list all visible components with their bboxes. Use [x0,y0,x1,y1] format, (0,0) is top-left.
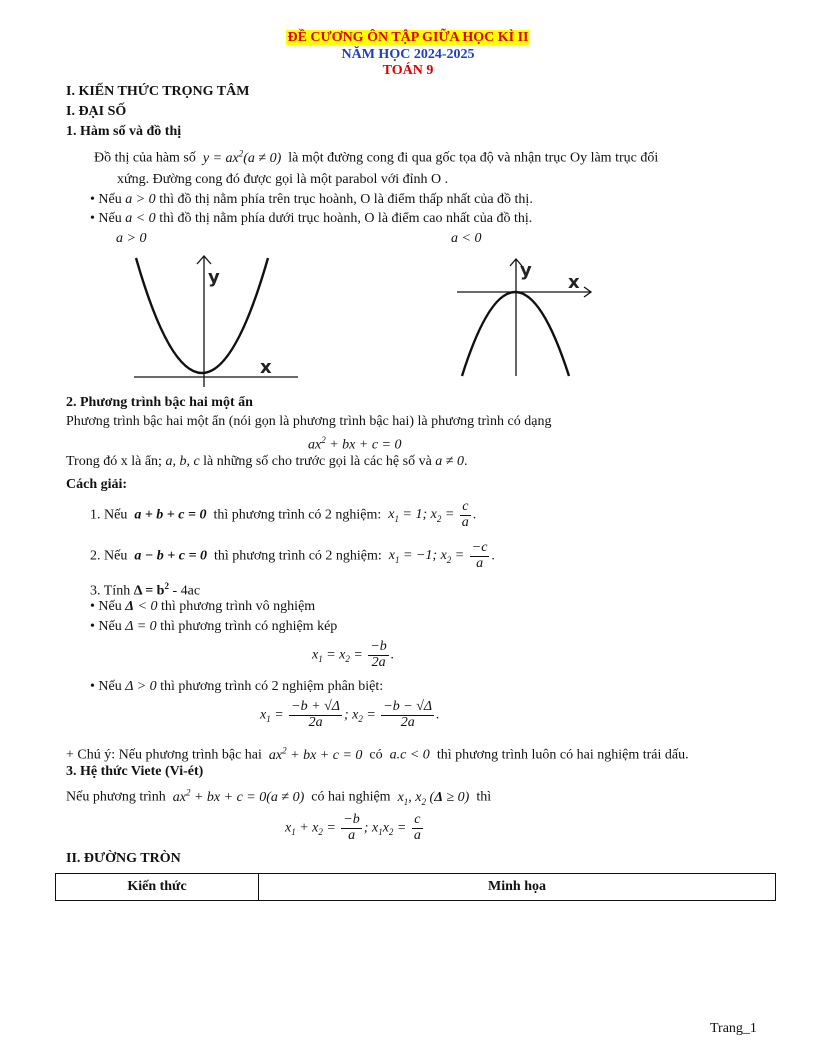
subsection-heading: 3. Hệ thức Viete (Vi-ét) [66,764,204,779]
y-axis-label: y [208,267,220,288]
table-header-knowledge: Kiến thức [56,874,259,900]
method-step-1: 1. Nếu a + b + c = 0 thì phương trình có 2 nghiệm: $x_1 = 1$; $x_2$ = $\frac{c}{a}$ . [90,499,477,530]
bullet-item: • Nếu Δ < 0 thì phương trình vô nghiệm [90,599,316,614]
bullet-item: • Nếu Δ > 0 thì phương trình có 2 nghiệm phân biệt: [90,679,384,694]
graph-label-left: a > 0 [116,231,147,246]
paragraph: xứng. Đường cong đó được gọi là một parabol với đỉnh O . [117,172,449,187]
graph-label-right: a < 0 [451,231,482,246]
parabola-up-graph [122,250,302,390]
paragraph: Phương trình bậc hai một ẩn (nói gọn là phương trình bậc hai) là phương trình có dạng [66,414,552,429]
section-heading: I. KIẾN THỨC TRỌNG TÂM [66,84,250,99]
subsection-heading: 2. Phương trình bậc hai một ẩn [66,395,253,410]
knowledge-table [55,873,776,901]
bullet-item: • Nếu Δ = 0 thì phương trình có nghiệm kép [90,619,338,634]
doc-subject: TOÁN 9 [382,63,434,78]
section-heading: I. ĐẠI SỐ [66,104,127,119]
viete-formula: $x_1 + x_2$ = $\frac{-b}{a}$ ; $x_1x_2$ = $\frac{c}{a}$ [285,812,421,843]
y-axis-label: y [520,260,532,281]
section-heading: II. ĐƯỜNG TRÒN [66,851,181,866]
method-step-3: 3. Tính $\Delta = b^2 - 4ac$ [90,581,201,599]
subsection-heading: 1. Hàm số và đồ thị [66,124,182,139]
x-axis-label: x [260,357,272,378]
note: + Chú ý: Nếu phương trình bậc hai $ax^2$ + bx + c = 0 có a.c < 0 thì phương trình luôn có hai nghiệm trái dấu. [66,745,689,763]
double-root-formula: $x_1 = x_2$ = $\frac{-b}{2a}$ . [312,639,395,670]
x-axis-label: x [568,272,580,293]
method-step-2: 2. Nếu a − b + c = 0 thì phương trình có 2 nghiệm: $x_1 = -1$; $x_2$ = $\frac{-c}{a}$ . [90,540,495,571]
parabola-down-graph [455,256,595,380]
table-header-illustration: Minh họa [488,879,546,894]
paragraph: Trong đó x là ẩn; a, b, c là những số cho trước gọi là các hệ số và a ≠ 0. [66,454,468,469]
bullet-item: • Nếu a < 0 thì đồ thị nằm phía dưới trục hoành, O là điểm cao nhất của đồ thị. [90,211,533,226]
paragraph: Nếu phương trình $ax^2$ + bx + c = 0(a ≠ 0) có hai nghiệm $x_1$, $x_2$ (Δ ≥ 0) thì [66,787,492,807]
page-number: Trang_1 [710,1021,757,1036]
doc-year: NĂM HỌC 2024-2025 [341,47,475,62]
two-roots-formula: $x_1$ = $\frac{-b + √\Delta}{2a}$ ; $x_2$ = $\frac{-b - √\Delta}{2a}$ . [260,699,440,730]
method-heading: Cách giải: [66,477,128,492]
doc-title: ĐỀ CƯƠNG ÔN TẬP GIỮA HỌC KÌ II [287,30,529,45]
quadratic-equation: $ax^2$ + bx + c = 0 [308,435,402,453]
bullet-item: • Nếu a > 0 thì đồ thị nằm phía trên trục hoành, O là điểm thấp nhất của đồ thị. [90,192,533,207]
paragraph: Đồ thị của hàm số $y = ax^2(a \ne 0)$ là một đường cong đi qua gốc tọa độ và nhận trục Oy làm trục đối [94,148,659,166]
